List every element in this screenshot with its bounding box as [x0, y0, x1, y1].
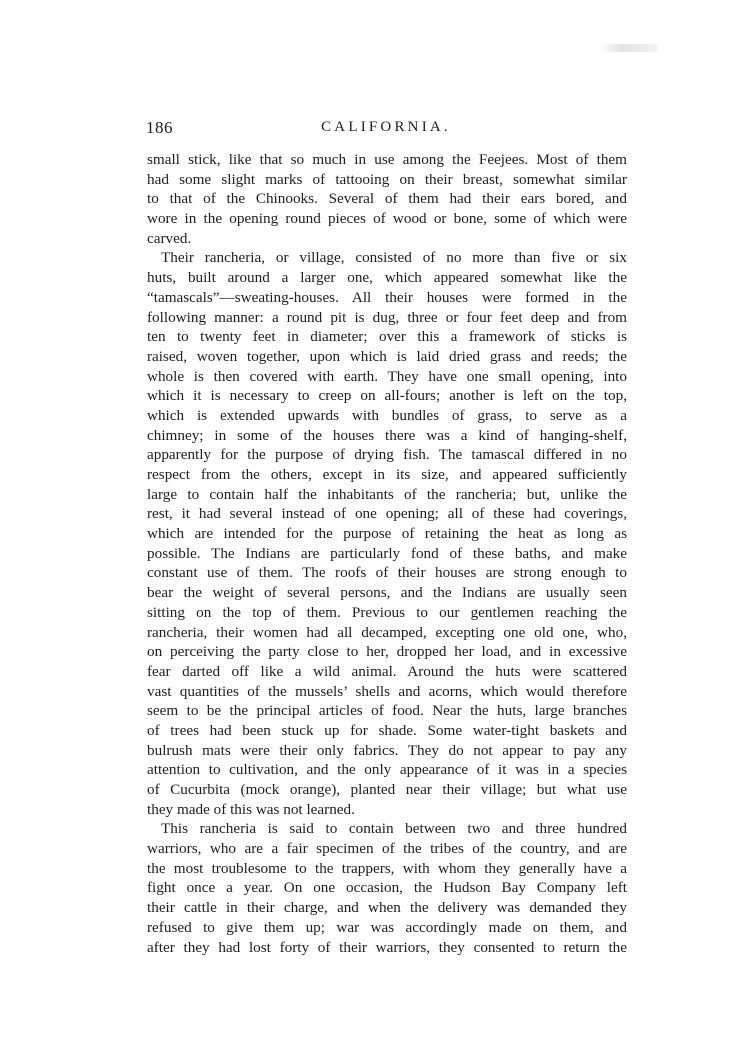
text-line: rest, it had several instead of one opening; all of these had coverings, — [147, 505, 627, 523]
text-line: they made of this was not learned. — [147, 800, 355, 818]
page-number: 186 — [146, 118, 173, 137]
text-line: possible. The Indians are particularly fond of these baths, and make — [147, 544, 627, 562]
text-line: their cattle in their charge, and when the delivery was demanded they — [147, 899, 627, 917]
text-line: refused to give them up; war was accordingly made on them, and — [147, 918, 627, 936]
text-line: constant use of them. The roofs of their houses are strong enough to — [147, 564, 627, 582]
text-line: large to contain half the inhabitants of the rancheria; but, unlike the — [147, 485, 627, 503]
text-line: which are intended for the purpose of retaining the heat as long as — [147, 525, 627, 543]
text-line: huts, built around a larger one, which appeared somewhat like the — [147, 269, 627, 287]
text-line: carved. — [147, 229, 192, 247]
text-line: of Cucurbita (mock orange), planted near their village; but what use — [147, 781, 627, 798]
text-line: chimney; in some of the houses there was a kind of hanging-shelf, — [147, 426, 627, 444]
text-line: attention to cultivation, and the only appearance of it was in a species — [147, 761, 627, 779]
text-line: the most troublesome to the trappers, with whom they generally have a — [147, 859, 627, 877]
text-line: seem to be the principal articles of food. Near the huts, large branches — [147, 702, 627, 720]
text-line: respect from the others, except in its size, and appeared sufficiently — [147, 466, 627, 483]
page-title: CALIFORNIA. — [321, 119, 451, 135]
text-line: whole is then covered with earth. They have one small opening, into — [147, 367, 627, 385]
text-line: rancheria, their women had all decamped, excepting one old one, who, — [147, 623, 627, 641]
text-line: following manner: a round pit is dug, three or four feet deep and from — [147, 308, 627, 326]
text-line: ten to twenty feet in diameter; over this a framework of sticks is — [147, 328, 627, 346]
text-line: This rancheria is said to contain between two and three hundred — [161, 820, 627, 838]
scan-smudge — [600, 44, 658, 52]
running-head — [146, 118, 626, 140]
text-line: fight once a year. On one occasion, the Hudson Bay Company left — [147, 879, 627, 897]
text-line: had some slight marks of tattooing on their breast, somewhat similar — [147, 170, 627, 188]
text-line: fear darted off like a wild animal. Around the huts were scattered — [147, 662, 627, 680]
text-line: sitting on the top of them. Previous to our gentlemen reaching the — [147, 603, 627, 621]
text-line: bulrush mats were their only fabrics. They do not appear to pay any — [147, 741, 627, 759]
text-line: on perceiving the party close to her, dropped her load, and in excessive — [147, 643, 627, 661]
text-line: small stick, like that so much in use among the Feejees. Most of them — [147, 151, 627, 168]
text-line: to that of the Chinooks. Several of them had their ears bored, and — [147, 190, 627, 208]
body-text — [147, 150, 627, 957]
text-line: apparently for the purpose of drying fish. The tamascal differed in no — [147, 446, 627, 464]
text-line: after they had lost forty of their warriors, they consented to return the — [147, 938, 627, 956]
text-line: “tamascals”—sweating-houses. All their houses were formed in the — [147, 288, 627, 306]
text-line: which is extended upwards with bundles of grass, to serve as a — [147, 406, 627, 424]
text-line: raised, woven together, upon which is laid dried grass and reeds; the — [147, 347, 627, 365]
text-line: wore in the opening round pieces of wood or bone, some of which were — [147, 210, 627, 228]
text-line: vast quantities of the mussels’ shells and acorns, which would therefore — [147, 682, 627, 700]
text-line: bear the weight of several persons, and the Indians are usually seen — [147, 584, 627, 602]
text-line: which it is necessary to creep on all-fours; another is left on the top, — [147, 387, 627, 405]
text-line: Their rancheria, or village, consisted of no more than five or six — [161, 249, 627, 267]
text-line: of trees had been stuck up for shade. Some water-tight baskets and — [147, 721, 627, 739]
text-line: warriors, who are a fair specimen of the tribes of the country, and are — [147, 840, 627, 858]
